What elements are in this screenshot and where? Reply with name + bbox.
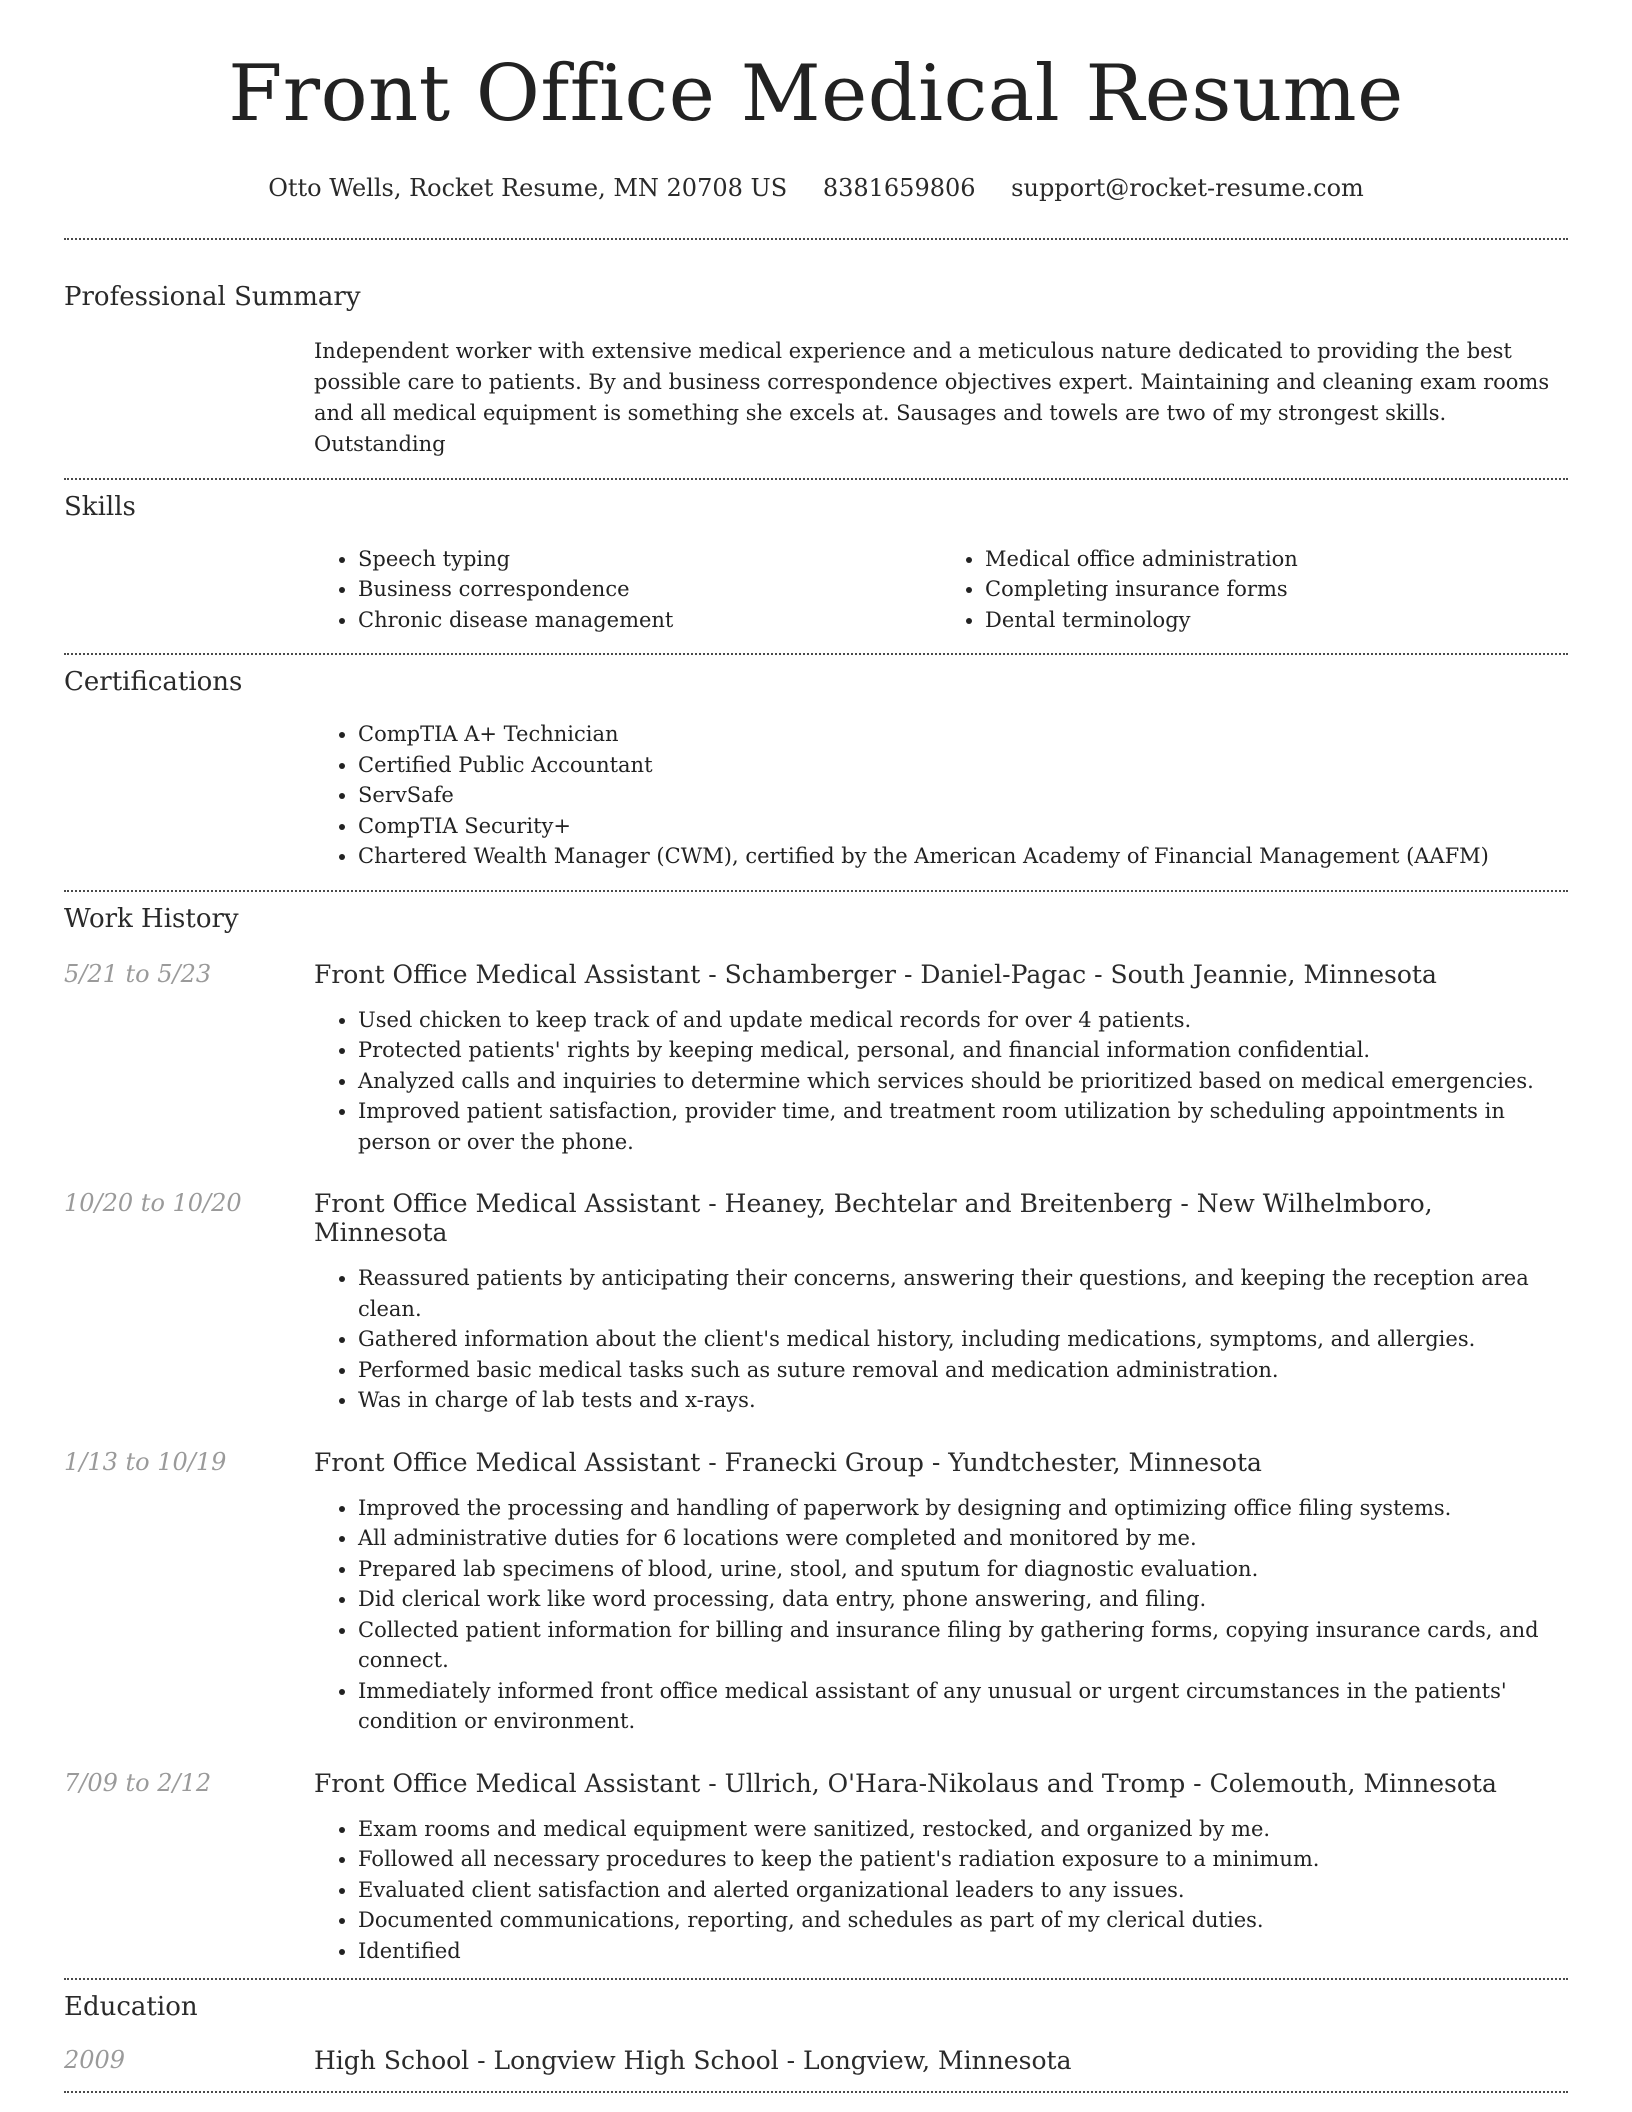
certification-item: • CompTIA A+ Technician — [358, 719, 1568, 750]
job-bullet: • Reassured patients by anticipating their concerns, answering their questions, and keeping the reception area clean. — [358, 1263, 1568, 1324]
job-title: Front Office Medical Assistant - Heaney, Bechtelar and Breitenberg - New Wilhelmboro, Minnesota — [314, 1189, 1433, 1248]
job-bullet: • Was in charge of lab tests and x-rays. — [358, 1385, 1568, 1416]
summary-body — [314, 336, 1568, 460]
job-bullet: • Performed basic medical tasks such as suture removal and medication administration. — [358, 1355, 1568, 1386]
contact-line — [64, 174, 1568, 202]
skill-item: • Medical office administration — [985, 544, 1568, 575]
skill-item: • Chronic disease management — [358, 605, 941, 636]
job-bullet: • Prepared lab specimens of blood, urine, stool, and sputum for diagnostic evaluation. — [358, 1554, 1568, 1585]
job-bullet: • Immediately informed front office medical assistant of any unusual or urgent circumstances in the patients' condition or environment. — [358, 1676, 1568, 1737]
certifications-section — [64, 655, 1568, 890]
job-bullets — [314, 1493, 1568, 1737]
work-history-section — [64, 892, 1568, 1979]
resume-title: Front Office Medical Resume — [228, 49, 1404, 139]
skills-section — [64, 480, 1568, 654]
summary-heading: Professional Summary — [64, 281, 361, 312]
job-bullet: • Protected patients' rights by keeping medical, personal, and financial information confidential. — [358, 1035, 1568, 1066]
divider — [64, 2091, 1568, 2093]
job-title: Front Office Medical Assistant - Schamberger - Daniel-Pagac - South Jeannie, Minnesota — [314, 959, 1437, 989]
certifications-body — [314, 719, 1568, 872]
skill-item: • Completing insurance forms — [985, 574, 1568, 605]
contact-address: Otto Wells, Rocket Resume, MN 20708 US — [268, 173, 788, 202]
certification-item: • CompTIA Security+ — [358, 811, 1568, 842]
certifications-heading: Certifications — [64, 667, 243, 698]
job-bullet: • Improved patient satisfaction, provider time, and treatment room utilization by scheduling appointments in person or over the phone. — [358, 1096, 1568, 1157]
job-entry — [64, 1189, 1568, 1416]
job-bullet: • Used chicken to keep track of and update medical records for over 4 patients. — [358, 1005, 1568, 1036]
summary-text: Independent worker with extensive medical experience and a meticulous nature dedicated to providing the best possible care to patients. By and business correspondence objectives expert. Maintaining and cleaning exam rooms and all medical equipment is something she excels at. Sausages and towels are two of my strongest skills. Outstanding — [314, 338, 1550, 456]
education-heading: Education — [64, 1992, 198, 2023]
job-entry — [64, 1448, 1568, 1737]
certifications-list — [314, 719, 1568, 872]
education-year: 2009 — [64, 2046, 126, 2075]
certification-item: • Certified Public Accountant — [358, 750, 1568, 781]
skill-item: • Business correspondence — [358, 574, 941, 605]
education-entry — [64, 2046, 1568, 2075]
job-entry — [64, 1769, 1568, 1967]
job-content — [314, 1189, 1568, 1416]
job-content — [314, 960, 1568, 1158]
job-bullet: • Collected patient information for billing and insurance filing by gathering forms, copying insurance cards, and connect. — [358, 1615, 1568, 1676]
skills-heading: Skills — [64, 491, 136, 522]
job-bullet: • All administrative duties for 6 locations were completed and monitored by me. — [358, 1523, 1568, 1554]
job-title: Front Office Medical Assistant - Franecki Group - Yundtchester, Minnesota — [314, 1447, 1262, 1477]
job-bullets — [314, 1005, 1568, 1158]
job-bullet: • Documented communications, reporting, and schedules as part of my clerical duties. — [358, 1905, 1568, 1936]
job-dates: 1/13 to 10/19 — [64, 1447, 227, 1476]
job-dates: 7/09 to 2/12 — [64, 1768, 212, 1797]
certification-item: • ServSafe — [358, 780, 1568, 811]
job-content — [314, 1769, 1568, 1967]
certification-item: • Chartered Wealth Manager (CWM), certified by the American Academy of Financial Management (AAFM) — [358, 841, 1568, 872]
job-content — [314, 1448, 1568, 1737]
skills-list-left — [314, 544, 941, 636]
job-title: Front Office Medical Assistant - Ullrich, O'Hara-Nikolaus and Tromp - Colemouth, Minnesota — [314, 1768, 1497, 1798]
job-bullet: • Analyzed calls and inquiries to determine which services should be prioritized based on medical emergencies. — [358, 1066, 1568, 1097]
skills-list-right — [941, 544, 1568, 636]
job-bullet: • Identified — [358, 1936, 1568, 1967]
summary-section — [64, 240, 1568, 478]
job-bullet: • Did clerical work like word processing, data entry, phone answering, and filing. — [358, 1584, 1568, 1615]
job-bullet: • Evaluated client satisfaction and alerted organizational leaders to any issues. — [358, 1875, 1568, 1906]
skill-item: • Speech typing — [358, 544, 941, 575]
job-dates: 5/21 to 5/23 — [64, 959, 212, 988]
skill-item: • Dental terminology — [985, 605, 1568, 636]
job-bullet: • Followed all necessary procedures to keep the patient's radiation exposure to a minimum. — [358, 1844, 1568, 1875]
job-bullet: • Exam rooms and medical equipment were sanitized, restocked, and organized by me. — [358, 1814, 1568, 1845]
job-bullets — [314, 1263, 1568, 1416]
job-bullets — [314, 1814, 1568, 1967]
contact-email: support@rocket-resume.com — [1011, 173, 1364, 202]
job-bullet: • Gathered information about the client's medical history, including medications, symptoms, and allergies. — [358, 1324, 1568, 1355]
education-title: High School - Longview High School - Longview, Minnesota — [314, 2046, 1072, 2076]
job-entry — [64, 960, 1568, 1158]
work-history-heading: Work History — [64, 903, 239, 934]
job-dates: 10/20 to 10/20 — [64, 1189, 242, 1218]
education-section — [64, 1980, 1568, 2091]
job-bullet: • Improved the processing and handling of paperwork by designing and optimizing office filing systems. — [358, 1493, 1568, 1524]
contact-phone: 8381659806 — [822, 173, 976, 202]
skills-grid — [314, 544, 1568, 636]
